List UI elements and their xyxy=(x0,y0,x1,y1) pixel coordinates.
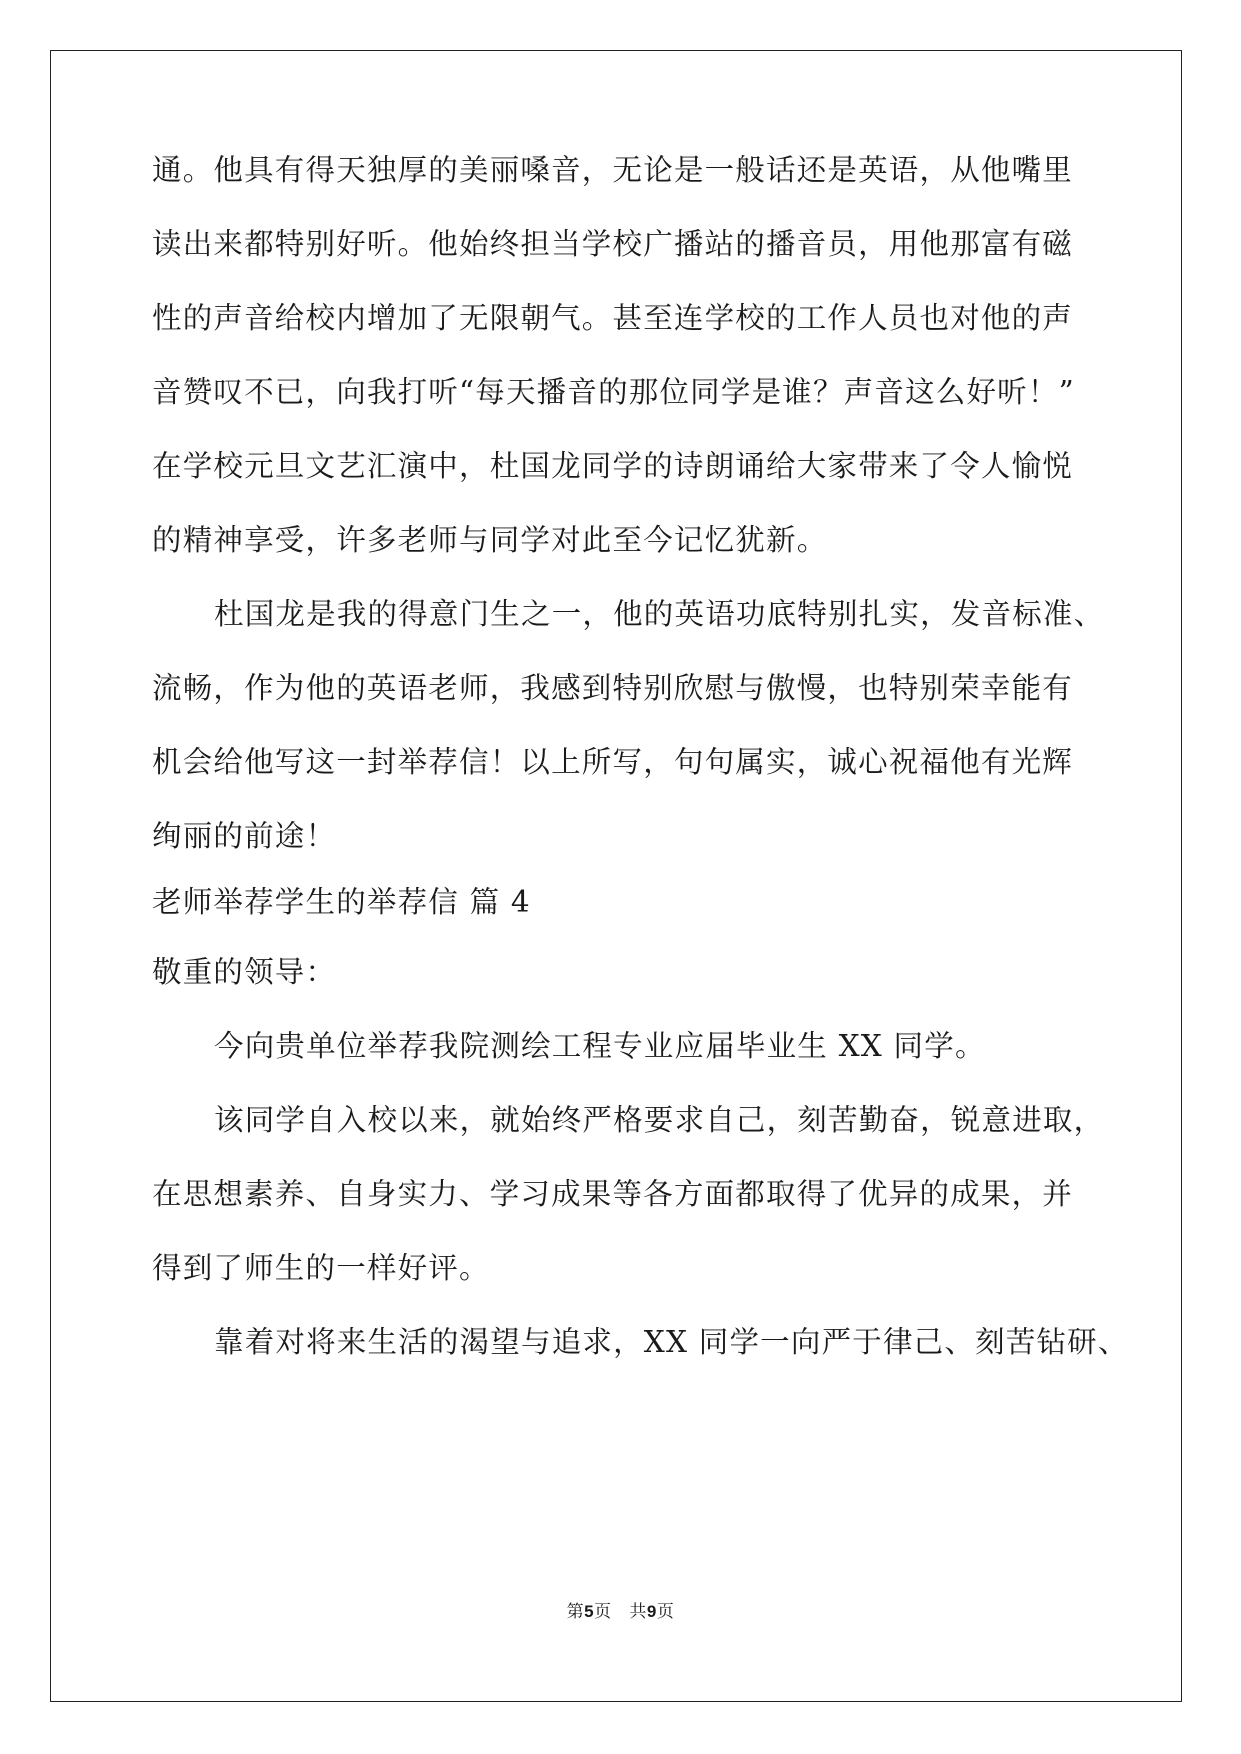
body-text-line: 得到了师生的一样好评。 xyxy=(152,1251,490,1285)
total-page-number: 9 xyxy=(646,1602,657,1621)
paragraph-start-line: 今向贵单位举荐我院测绘工程专业应届毕业生 XX 同学。 xyxy=(214,1029,986,1063)
section-heading: 老师举荐学生的举荐信 篇 4 xyxy=(152,885,531,919)
current-page-number: 5 xyxy=(584,1602,595,1621)
footer-prefix: 第 xyxy=(566,1602,585,1622)
body-text-line: 的精神享受，许多老师与同学对此至今记忆犹新。 xyxy=(152,523,828,557)
body-text-line: 机会给他写这一封举荐信！以上所写，句句属实，诚心祝福他有光辉 xyxy=(152,745,1074,779)
paragraph-start-line: 靠着对将来生活的渴望与追求，XX 同学一向严于律己、刻苦钻研、 xyxy=(214,1325,1129,1359)
page-footer xyxy=(0,1600,1241,1624)
body-text-line: 通。他具有得天独厚的美丽嗓音，无论是一般话还是英语，从他嘴里 xyxy=(152,153,1074,187)
footer-middle: 页 共 xyxy=(594,1602,647,1622)
body-text-line: 流畅，作为他的英语老师，我感到特别欣慰与傲慢，也特别荣幸能有 xyxy=(152,671,1074,705)
body-text-line: 音赞叹不已，向我打听“每天播音的那位同学是谁？声音这么好听！” xyxy=(152,375,1075,409)
body-text-line: 绚丽的前途！ xyxy=(152,819,337,853)
paragraph-start-line: 该同学自入校以来，就始终严格要求自己，刻苦勤奋，锐意进取， xyxy=(214,1103,1105,1137)
body-text-line: 在思想素养、自身实力、学习成果等各方面都取得了优异的成果，并 xyxy=(152,1177,1074,1211)
paragraph-start-line: 杜国龙是我的得意门生之一，他的英语功底特别扎实，发音标准、 xyxy=(214,597,1105,631)
body-text-line: 读出来都特别好听。他始终担当学校广播站的播音员，用他那富有磁 xyxy=(152,227,1074,261)
salutation: 敬重的领导： xyxy=(152,955,337,989)
body-text-line: 性的声音给校内增加了无限朝气。甚至连学校的工作人员也对他的声 xyxy=(152,301,1074,335)
footer-suffix: 页 xyxy=(656,1602,675,1622)
body-text-line: 在学校元旦文艺汇演中，杜国龙同学的诗朗诵给大家带来了令人愉悦 xyxy=(152,449,1074,483)
